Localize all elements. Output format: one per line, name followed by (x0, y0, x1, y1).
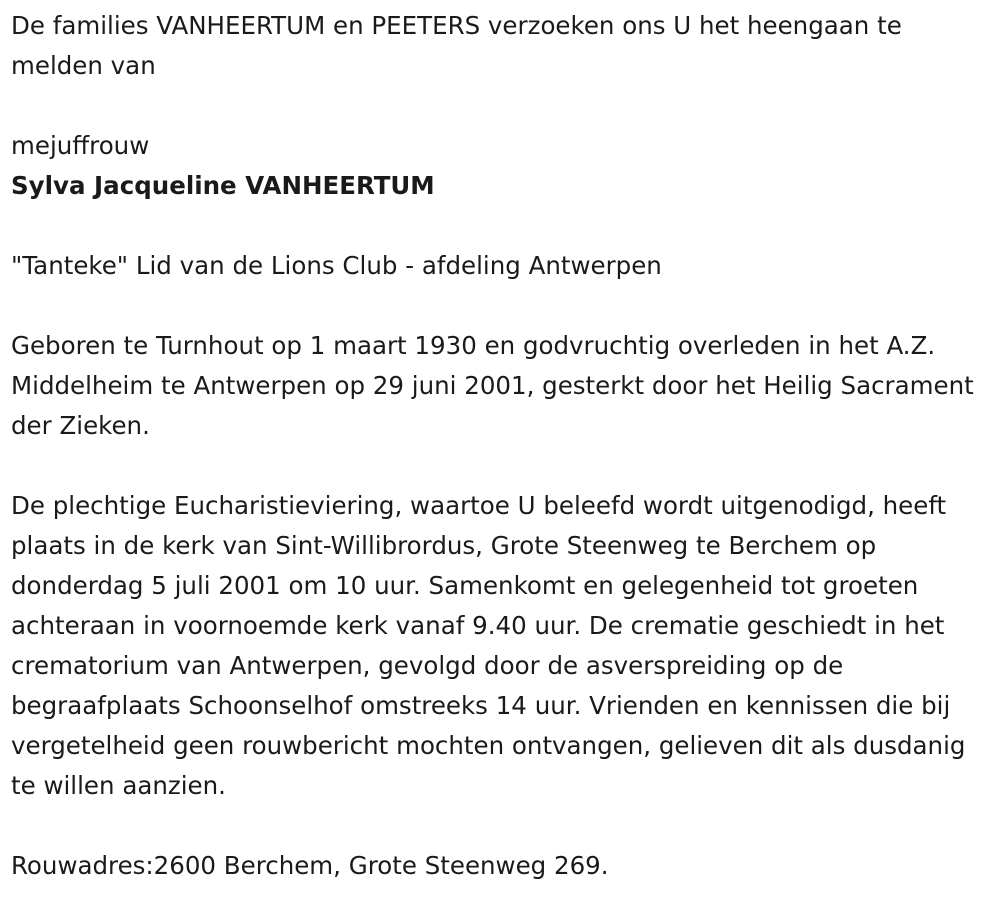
mourning-address: Rouwadres:2600 Berchem, Grote Steenweg 269. (11, 851, 609, 880)
deceased-name: Sylva Jacqueline VANHEERTUM (11, 171, 435, 200)
salutation: mejuffrouw (11, 131, 150, 160)
birth-death-text: Geboren te Turnhout op 1 maart 1930 en godvruchtig overleden in het A.Z. Middelheim te Antwerpen op 29 juni 2001, gesterkt door het Heilig Sacrament der Zieken. (11, 331, 974, 440)
intro-text: De families VANHEERTUM en PEETERS verzoeken ons U het heengaan te melden van (11, 11, 902, 80)
obituary-notice (11, 6, 996, 886)
nickname-line: "Tanteke" Lid van de Lions Club - afdeling Antwerpen (11, 251, 662, 280)
ceremony-text: De plechtige Eucharistieviering, waartoe U beleefd wordt uitgenodigd, heeft plaats in de kerk van Sint-Willibrordus, Grote Steenweg te Berchem op donderdag 5 juli 2001 om 10 uur. Samenkomt en gelegenheid tot groeten achteraan in voornoemde kerk vanaf 9.40 uur. De crematie geschiedt in het crematorium van Antwerpen, gevolgd door de asverspreiding op de begraafplaats Schoonselhof omstreeks 14 uur. Vrienden en kennissen die bij vergetelheid geen rouwbericht mochten ontvangen, gelieven dit als dusdanig te willen aanzien. (11, 491, 966, 800)
